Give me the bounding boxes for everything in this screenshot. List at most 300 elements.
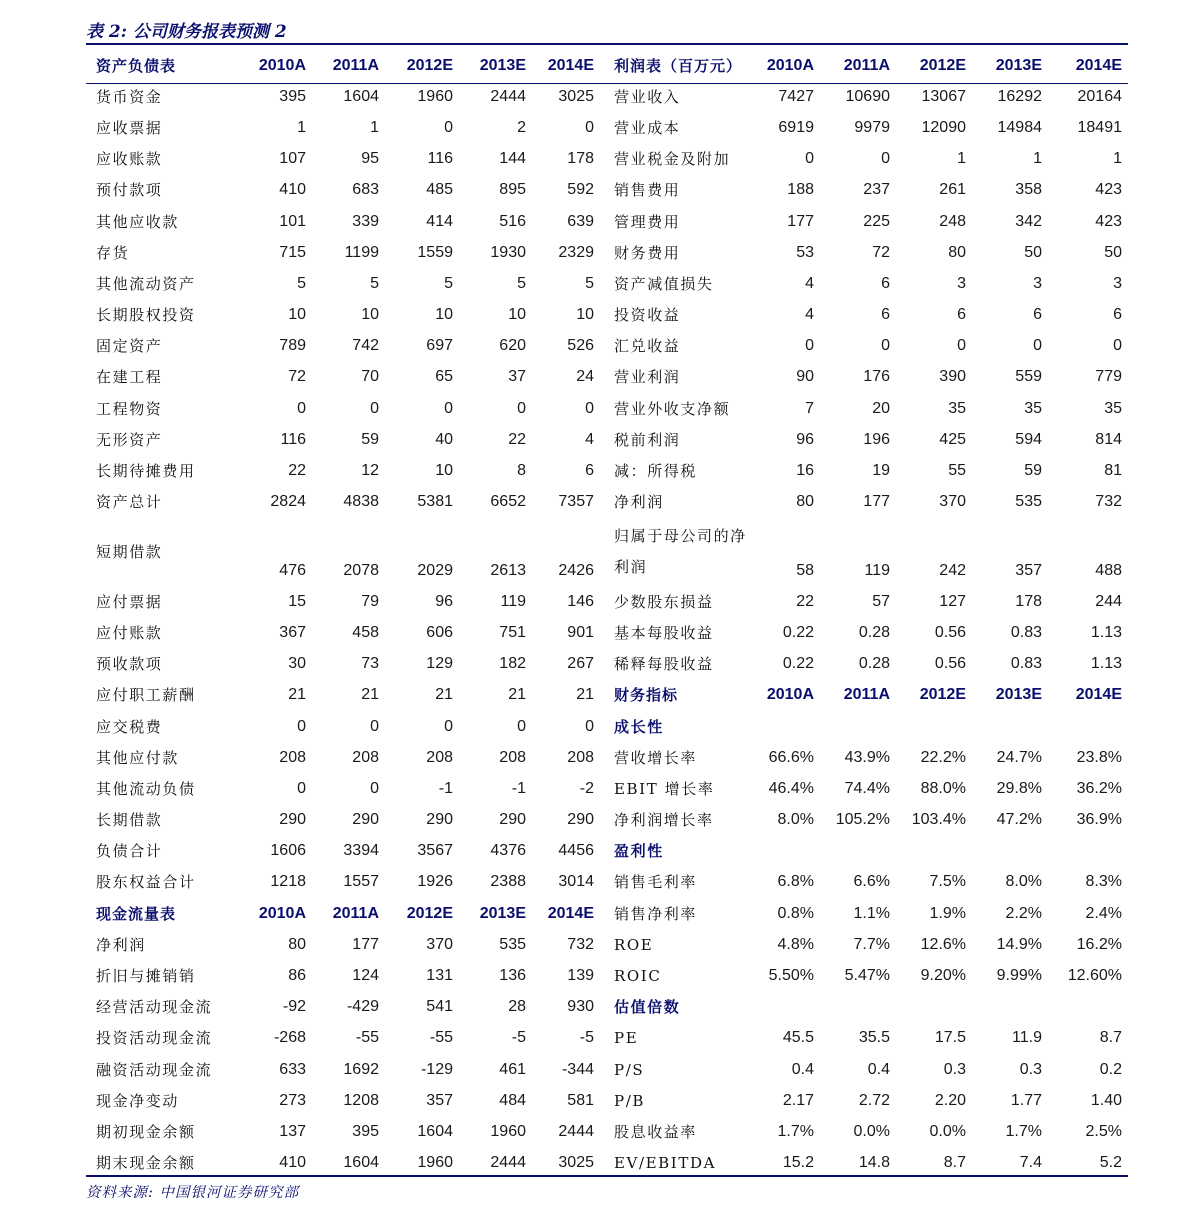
- value-cell: 50: [1024, 243, 1042, 261]
- value-cell: 1604: [417, 1122, 453, 1140]
- row-label: 营业成本: [614, 118, 681, 137]
- value-cell: 0.3: [1019, 1060, 1042, 1078]
- value-cell: 0.28: [858, 655, 890, 673]
- value-cell: 1559: [417, 243, 453, 261]
- value-cell: 6: [881, 274, 890, 292]
- table-header-row: [86, 898, 600, 929]
- value-cell: 516: [499, 212, 526, 230]
- row-label: 长期借款: [96, 811, 163, 830]
- row-label: 预收款项: [96, 655, 163, 674]
- value-cell: 732: [567, 935, 594, 953]
- value-cell: 4456: [558, 842, 594, 860]
- table-row: [86, 960, 600, 991]
- value-cell: 50: [1104, 243, 1122, 261]
- row-label: 负债合计: [96, 842, 163, 861]
- table-row: [86, 268, 600, 299]
- value-cell: 1: [370, 118, 379, 136]
- value-cell: 1.13: [1090, 655, 1122, 673]
- table-row: [604, 617, 1128, 648]
- value-cell: 177: [352, 935, 379, 953]
- value-cell: 6.8%: [777, 873, 814, 891]
- value-cell: 339: [352, 212, 379, 230]
- value-cell: 4: [585, 430, 594, 448]
- table-row: [604, 960, 1128, 991]
- value-cell: 620: [499, 337, 526, 355]
- value-cell: 358: [1015, 181, 1042, 199]
- value-cell: 290: [279, 811, 306, 829]
- row-label: 折旧与摊销销: [96, 967, 196, 986]
- value-cell: 28: [508, 998, 526, 1016]
- value-cell: 248: [939, 212, 966, 230]
- value-cell: 2078: [343, 562, 379, 580]
- value-cell: 178: [1015, 592, 1042, 610]
- value-cell: 14.8: [858, 1154, 890, 1172]
- value-cell: 9.20%: [920, 967, 966, 985]
- table-row: [604, 518, 1128, 586]
- value-cell: 208: [499, 748, 526, 766]
- value-cell: 9979: [854, 118, 890, 136]
- table-row: [86, 518, 600, 586]
- value-cell: -2: [579, 779, 594, 797]
- value-cell: 46.4%: [768, 779, 814, 797]
- value-cell: 137: [279, 1122, 306, 1140]
- value-cell: 80: [948, 243, 966, 261]
- row-label: 少数股东损益: [614, 592, 714, 611]
- value-cell: 242: [939, 562, 966, 580]
- table-row: [86, 649, 600, 680]
- value-cell: 58: [796, 562, 814, 580]
- value-cell: 0.4: [791, 1060, 814, 1078]
- value-cell: -268: [273, 1029, 306, 1047]
- value-cell: 12.60%: [1067, 967, 1122, 985]
- value-cell: 0: [370, 717, 379, 735]
- table-row: [86, 455, 600, 486]
- value-cell: 10: [435, 306, 453, 324]
- value-cell: [748, 711, 820, 742]
- row-label: 现金流量表: [96, 904, 177, 923]
- table-row: [604, 1054, 1128, 1085]
- value-cell: 8.7: [1099, 1029, 1122, 1047]
- value-cell: 29.8%: [996, 779, 1042, 797]
- value-cell: 2613: [490, 562, 526, 580]
- table-row: [86, 393, 600, 424]
- row-label: 无形资产: [96, 430, 163, 449]
- value-cell: 1.1%: [853, 904, 890, 922]
- bottom-rule: [86, 1175, 1128, 1177]
- row-label: 短期借款: [96, 542, 163, 561]
- table-row: [86, 362, 600, 393]
- table-row: [604, 1023, 1128, 1054]
- value-cell: 129: [426, 655, 453, 673]
- value-cell: 20: [872, 399, 890, 417]
- value-cell: 66.6%: [768, 748, 814, 766]
- value-cell: 273: [279, 1091, 306, 1109]
- value-cell: 5: [297, 274, 306, 292]
- value-cell: 6.6%: [853, 873, 890, 891]
- value-cell: 176: [863, 368, 890, 386]
- row-label: 销售毛利率: [614, 873, 698, 892]
- row-label: 现金净变动: [96, 1091, 180, 1110]
- value-cell: 461: [499, 1060, 526, 1078]
- value-cell: 13067: [921, 87, 966, 105]
- value-cell: 2013E: [479, 904, 526, 922]
- value-cell: 683: [352, 181, 379, 199]
- left-financial-table: [86, 50, 600, 1179]
- table-row: [604, 237, 1128, 268]
- value-cell: 425: [939, 430, 966, 448]
- table-row: [604, 393, 1128, 424]
- value-cell: [972, 711, 1048, 742]
- value-cell: 88.0%: [920, 779, 966, 797]
- value-cell: [820, 992, 896, 1023]
- table-header-row: [86, 50, 600, 81]
- value-cell: 35: [1024, 399, 1042, 417]
- value-cell: 357: [1015, 562, 1042, 580]
- row-label: ROIC: [614, 967, 662, 986]
- table-row: [86, 711, 600, 742]
- table-row: [86, 992, 600, 1023]
- table-row: [604, 300, 1128, 331]
- value-cell: 21: [361, 686, 379, 704]
- value-cell: 0: [517, 717, 526, 735]
- value-cell: 4: [805, 306, 814, 324]
- row-label: 应交税费: [96, 717, 163, 736]
- value-cell: [748, 836, 820, 867]
- value-cell: 7427: [778, 87, 814, 105]
- value-cell: 2329: [558, 243, 594, 261]
- value-cell: -55: [355, 1029, 379, 1047]
- value-cell: 2011A: [843, 56, 890, 74]
- row-label: 成长性: [614, 717, 664, 736]
- value-cell: 0: [370, 779, 379, 797]
- value-cell: 105.2%: [835, 811, 890, 829]
- value-cell: 8.7: [943, 1154, 966, 1172]
- value-cell: 119: [500, 592, 526, 610]
- table-row: [86, 1116, 600, 1147]
- value-cell: 35: [1104, 399, 1122, 417]
- table-row: [604, 1116, 1128, 1147]
- value-cell: 22.2%: [920, 748, 966, 766]
- value-cell: 592: [567, 181, 594, 199]
- value-cell: 15: [288, 592, 306, 610]
- row-label: 营业利润: [614, 368, 681, 387]
- table-row: [86, 424, 600, 455]
- value-cell: 1: [957, 150, 966, 168]
- value-cell: 3567: [417, 842, 453, 860]
- value-cell: 47.2%: [996, 811, 1042, 829]
- value-cell: 0.3: [943, 1060, 966, 1078]
- value-cell: 0.56: [934, 623, 966, 641]
- value-cell: 53: [796, 243, 814, 261]
- value-cell: 1926: [417, 873, 453, 891]
- row-label: 净利润: [96, 935, 146, 954]
- table-row: [86, 680, 600, 711]
- table-row: [604, 929, 1128, 960]
- row-label: 减：所得税: [614, 462, 698, 481]
- row-label: 应付账款: [96, 623, 163, 642]
- value-cell: 3394: [343, 842, 379, 860]
- value-cell: 290: [426, 811, 453, 829]
- row-label: 货币资金: [96, 87, 163, 106]
- table-row: [86, 586, 600, 617]
- value-cell: 6: [1113, 306, 1122, 324]
- value-cell: 541: [426, 998, 453, 1016]
- value-cell: 7: [805, 399, 814, 417]
- table-row: [86, 1054, 600, 1085]
- row-label: P/B: [614, 1091, 645, 1110]
- value-cell: 208: [426, 748, 453, 766]
- value-cell: 751: [499, 623, 526, 641]
- row-label: 销售净利率: [614, 904, 698, 923]
- value-cell: 237: [863, 181, 890, 199]
- value-cell: 10690: [845, 87, 890, 105]
- value-cell: -55: [429, 1029, 453, 1047]
- value-cell: 79: [361, 592, 379, 610]
- value-cell: 0: [585, 118, 594, 136]
- value-cell: 5381: [417, 493, 453, 511]
- value-cell: 208: [279, 748, 306, 766]
- value-cell: 144: [499, 150, 526, 168]
- table-header-row: [604, 680, 1128, 711]
- value-cell: 8: [517, 462, 526, 480]
- value-cell: 59: [1024, 462, 1042, 480]
- row-label: 基本每股收益: [614, 623, 714, 642]
- value-cell: 732: [1095, 493, 1122, 511]
- table-row: [86, 175, 600, 206]
- value-cell: -5: [579, 1029, 594, 1047]
- table-row: [86, 206, 600, 237]
- value-cell: 1.9%: [929, 904, 966, 922]
- value-cell: 742: [352, 337, 379, 355]
- value-cell: 7.4: [1019, 1154, 1042, 1172]
- value-cell: 5: [370, 274, 379, 292]
- value-cell: 0: [297, 717, 306, 735]
- value-cell: 2: [517, 118, 526, 136]
- value-cell: 188: [787, 181, 814, 199]
- value-cell: 4: [805, 274, 814, 292]
- value-cell: 0.83: [1010, 623, 1042, 641]
- value-cell: 177: [787, 212, 814, 230]
- row-label: 营业税金及附加: [614, 150, 731, 169]
- row-label: 稀释每股收益: [614, 655, 714, 674]
- value-cell: 90: [796, 368, 814, 386]
- value-cell: 1218: [270, 873, 306, 891]
- value-cell: 290: [567, 811, 594, 829]
- value-cell: 367: [279, 623, 306, 641]
- value-cell: 16.2%: [1076, 935, 1122, 953]
- value-cell: 2388: [490, 873, 526, 891]
- value-cell: 715: [279, 243, 306, 261]
- value-cell: 2013E: [995, 686, 1042, 704]
- row-label: 税前利润: [614, 430, 681, 449]
- value-cell: 178: [567, 150, 594, 168]
- section-row: [604, 836, 1128, 867]
- table-row: [604, 742, 1128, 773]
- value-cell: 43.9%: [844, 748, 890, 766]
- table-row: [604, 805, 1128, 836]
- value-cell: 136: [499, 967, 526, 985]
- value-cell: 370: [939, 493, 966, 511]
- row-label: 资产减值损失: [614, 274, 714, 293]
- row-label: 长期待摊费用: [96, 462, 196, 481]
- value-cell: 127: [939, 592, 966, 610]
- value-cell: 2010A: [766, 56, 814, 74]
- value-cell: 208: [567, 748, 594, 766]
- row-label: 资产负债表: [96, 56, 177, 75]
- value-cell: 0: [370, 399, 379, 417]
- row-label: 净利润: [614, 493, 664, 512]
- value-cell: 40: [435, 430, 453, 448]
- value-cell: 116: [427, 150, 453, 168]
- table-row: [86, 81, 600, 112]
- row-label: 在建工程: [96, 368, 163, 387]
- value-cell: -92: [282, 998, 306, 1016]
- value-cell: 526: [567, 337, 594, 355]
- value-cell: 1.40: [1090, 1091, 1122, 1109]
- value-cell: 2.17: [782, 1091, 814, 1109]
- value-cell: 74.4%: [844, 779, 890, 797]
- value-cell: 0: [444, 118, 453, 136]
- value-cell: 81: [1104, 462, 1122, 480]
- row-label: 管理费用: [614, 212, 681, 231]
- table-row: [604, 112, 1128, 143]
- value-cell: 96: [435, 592, 453, 610]
- value-cell: 10: [576, 306, 594, 324]
- value-cell: -429: [346, 998, 379, 1016]
- value-cell: 21: [435, 686, 453, 704]
- value-cell: 1.13: [1090, 623, 1122, 641]
- value-cell: 357: [426, 1091, 453, 1109]
- table-row: [86, 742, 600, 773]
- row-label: 应付职工薪酬: [96, 686, 196, 705]
- value-cell: 1606: [270, 842, 306, 860]
- value-cell: 15.2: [782, 1154, 814, 1172]
- value-cell: 196: [863, 430, 890, 448]
- value-cell: 12090: [921, 118, 966, 136]
- value-cell: 0: [444, 399, 453, 417]
- value-cell: 1.7%: [777, 1122, 814, 1140]
- value-cell: 2014E: [547, 56, 594, 74]
- row-label: 股东权益合计: [96, 873, 196, 892]
- row-label: EBIT 增长率: [614, 779, 715, 798]
- value-cell: 6: [881, 306, 890, 324]
- value-cell: 2012E: [919, 686, 966, 704]
- value-cell: [748, 992, 820, 1023]
- value-cell: 581: [567, 1091, 594, 1109]
- value-cell: 1960: [490, 1122, 526, 1140]
- value-cell: 11.9: [1012, 1029, 1042, 1047]
- value-cell: 12.6%: [920, 935, 966, 953]
- value-cell: 2.4%: [1085, 904, 1122, 922]
- table-row: [86, 1023, 600, 1054]
- value-cell: 22: [508, 430, 526, 448]
- row-label: P/S: [614, 1060, 645, 1079]
- row-label: 投资活动现金流: [96, 1029, 213, 1048]
- row-label: 营收增长率: [614, 748, 698, 767]
- table-row: [604, 424, 1128, 455]
- value-cell: 1208: [343, 1091, 379, 1109]
- value-cell: 124: [352, 967, 379, 985]
- value-cell: 5.2: [1099, 1154, 1122, 1172]
- row-label: 其他应收款: [96, 212, 180, 231]
- value-cell: 5.50%: [768, 967, 814, 985]
- table-row: [86, 773, 600, 804]
- value-cell: 5.47%: [844, 967, 890, 985]
- document-title: 表 2: 公司财务报表预测 2: [86, 22, 287, 42]
- value-cell: 1.77: [1010, 1091, 1042, 1109]
- value-cell: 423: [1095, 181, 1122, 199]
- value-cell: 290: [499, 811, 526, 829]
- value-cell: 814: [1095, 430, 1122, 448]
- row-label: 股息收益率: [614, 1122, 698, 1141]
- table-row: [86, 617, 600, 648]
- value-cell: 0.2: [1099, 1060, 1122, 1078]
- value-cell: 6: [585, 462, 594, 480]
- value-cell: 290: [352, 811, 379, 829]
- table-row: [86, 929, 600, 960]
- value-cell: 0: [1033, 337, 1042, 355]
- table-row: [604, 331, 1128, 362]
- value-cell: 0: [881, 150, 890, 168]
- value-cell: -1: [438, 779, 453, 797]
- value-cell: 0: [1113, 337, 1122, 355]
- value-cell: 2012E: [406, 56, 453, 74]
- value-cell: 6: [1033, 306, 1042, 324]
- value-cell: 2011A: [332, 904, 379, 922]
- value-cell: 2013E: [479, 56, 526, 74]
- value-cell: 244: [1095, 592, 1122, 610]
- value-cell: 8.0%: [1005, 873, 1042, 891]
- value-cell: 414: [426, 212, 453, 230]
- value-cell: 14984: [997, 118, 1042, 136]
- value-cell: 24: [576, 368, 594, 386]
- value-cell: 2014E: [547, 904, 594, 922]
- value-cell: 0.22: [782, 655, 814, 673]
- value-cell: 7357: [558, 493, 594, 511]
- value-cell: 2012E: [919, 56, 966, 74]
- row-label: ROE: [614, 935, 654, 954]
- table-row: [86, 1085, 600, 1116]
- right-financial-table: [604, 50, 1128, 1179]
- value-cell: 17.5: [934, 1029, 966, 1047]
- value-cell: [820, 836, 896, 867]
- value-cell: 4376: [490, 842, 526, 860]
- value-cell: 101: [279, 212, 306, 230]
- value-cell: 21: [288, 686, 306, 704]
- table-row: [604, 455, 1128, 486]
- value-cell: 4.8%: [777, 935, 814, 953]
- value-cell: 1557: [343, 873, 379, 891]
- value-cell: 2.2%: [1005, 904, 1042, 922]
- row-label: 净利润增长率: [614, 811, 714, 830]
- top-rule: [86, 43, 1128, 45]
- value-cell: 6: [957, 306, 966, 324]
- value-cell: 80: [796, 493, 814, 511]
- table-row: [86, 144, 600, 175]
- value-cell: 22: [796, 592, 814, 610]
- table-row: [86, 237, 600, 268]
- row-label: PE: [614, 1029, 639, 1048]
- value-cell: 80: [288, 935, 306, 953]
- value-cell: 2012E: [406, 904, 453, 922]
- value-cell: 1: [1033, 150, 1042, 168]
- row-label: 归属于母公司的净利润: [614, 527, 747, 576]
- row-label: 固定资产: [96, 337, 163, 356]
- value-cell: 2014E: [1075, 686, 1122, 704]
- value-cell: 485: [426, 181, 453, 199]
- row-label: 期初现金余额: [96, 1122, 196, 1141]
- value-cell: 36.9%: [1076, 811, 1122, 829]
